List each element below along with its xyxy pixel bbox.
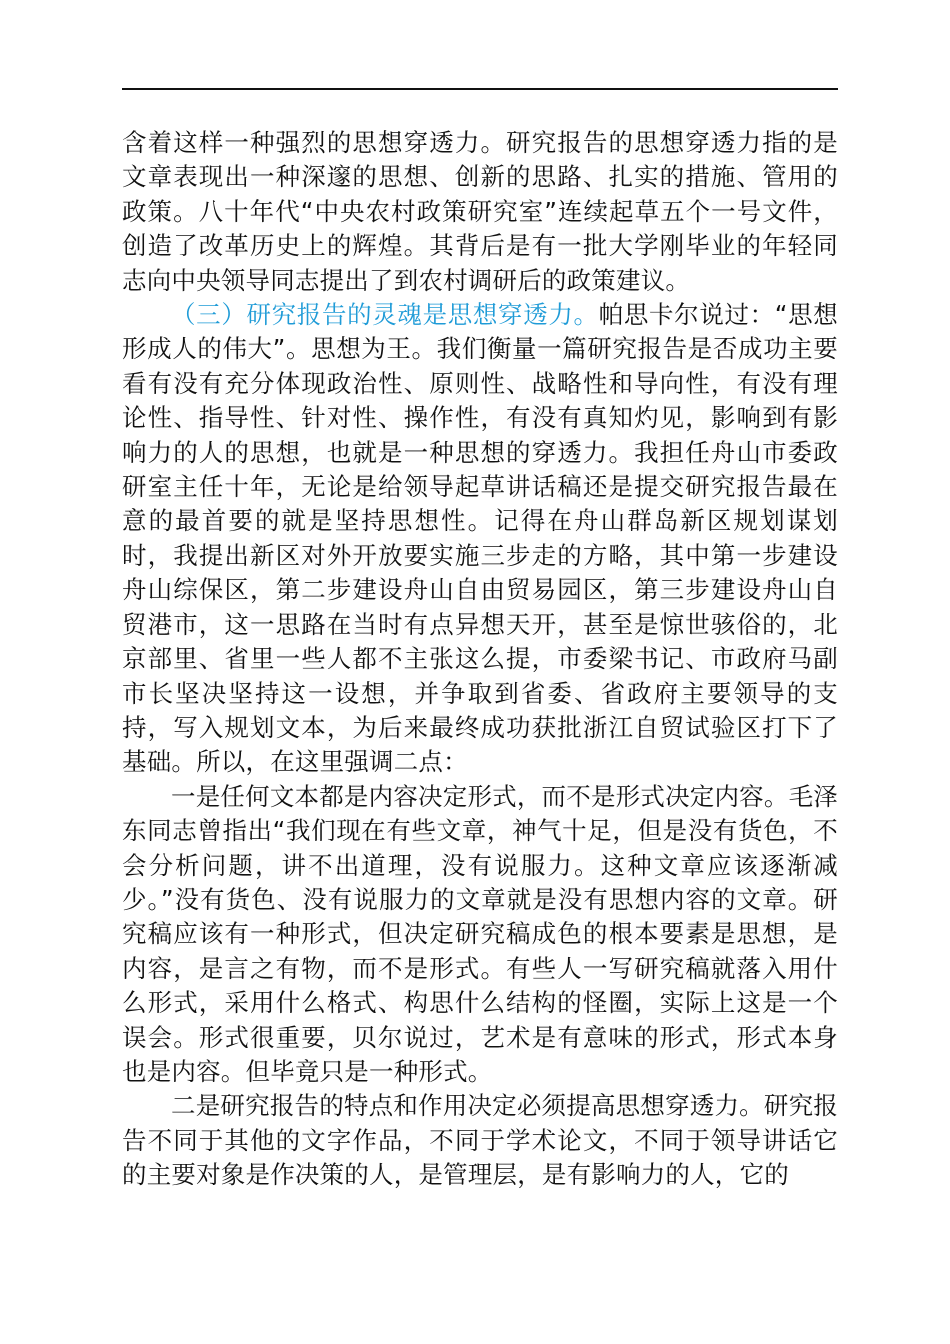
document-body xyxy=(122,126,838,1193)
paragraph-3 xyxy=(122,780,838,1090)
paragraph-2 xyxy=(122,298,838,780)
paragraph-1 xyxy=(122,126,838,298)
paragraph-4 xyxy=(122,1089,838,1192)
section-heading: （三）研究报告的灵魂是思想穿透力。 xyxy=(171,300,599,330)
paragraph-3-text: 一是任何文本都是内容决定形式，而不是形式决定内容。毛泽东同志曾指出“我们现在有些文章，神气十足，但是没有货色，不会分析问题，讲不出道理，没有说服力。这种文章应该逐渐减少。”没有货色、没有说服力的文章就是没有思想内容的文章。研究稿应该有一种形式，但决定研究稿成色的根本要素是思想，是内容，是言之有物，而不是形式。有些人一写研究稿就落入用什么形式，采用什么格式、构思什么结构的怪圈，实际上这是一个误会。形式很重要，贝尔说过，艺术是有意味的形式，形式本身也是内容。但毕竟只是一种形式。 xyxy=(122,781,838,1086)
paragraph-2-text: 帕思卡尔说过：“思想形成人的伟大”。思想为王。我们衡量一篇研究报告是否成功主要看有没有充分体现政治性、原则性、战略性和导向性，有没有理论性、指导性、针对性、操作性，有没有真知灼见，影响到有影响力的人的思想，也就是一种思想的穿透力。我担任舟山市委政研室主任十年，无论是给领导起草讲话稿还是提交研究报告最在意的最首要的就是坚持思想性。记得在舟山群岛新区规划谋划时，我提出新区对外开放要实施三步走的方略，其中第一步建设舟山综保区，第二步建设舟山自由贸易园区，第三步建设舟山自贸港市，这一思路在当时有点异想天开，甚至是惊世骇俗的，北京部里、省里一些人都不主张这么提，市委梁书记、市政府马副市长坚决坚持这一设想，并争取到省委、省政府主要领导的支持，写入规划文本，为后来最终成功获批浙江自贸试验区打下了基础。所以，在这里强调二点： xyxy=(122,300,838,777)
header-rule xyxy=(122,88,838,90)
paragraph-1-text: 含着这样一种强烈的思想穿透力。研究报告的思想穿透力指的是文章表现出一种深邃的思想、创新的思路、扎实的措施、管用的政策。八十年代“中央农村政策研究室”连续起草五个一号文件，创造了改革历史上的辉煌。其背后是有一批大学刚毕业的年轻同志向中央领导同志提出了到农村调研后的政策建议。 xyxy=(122,128,838,295)
paragraph-4-text: 二是研究报告的特点和作用决定必须提高思想穿透力。研究报告不同于其他的文字作品，不同于学术论文，不同于领导讲话它的主要对象是作决策的人，是管理层，是有影响力的人，它的 xyxy=(122,1091,838,1190)
